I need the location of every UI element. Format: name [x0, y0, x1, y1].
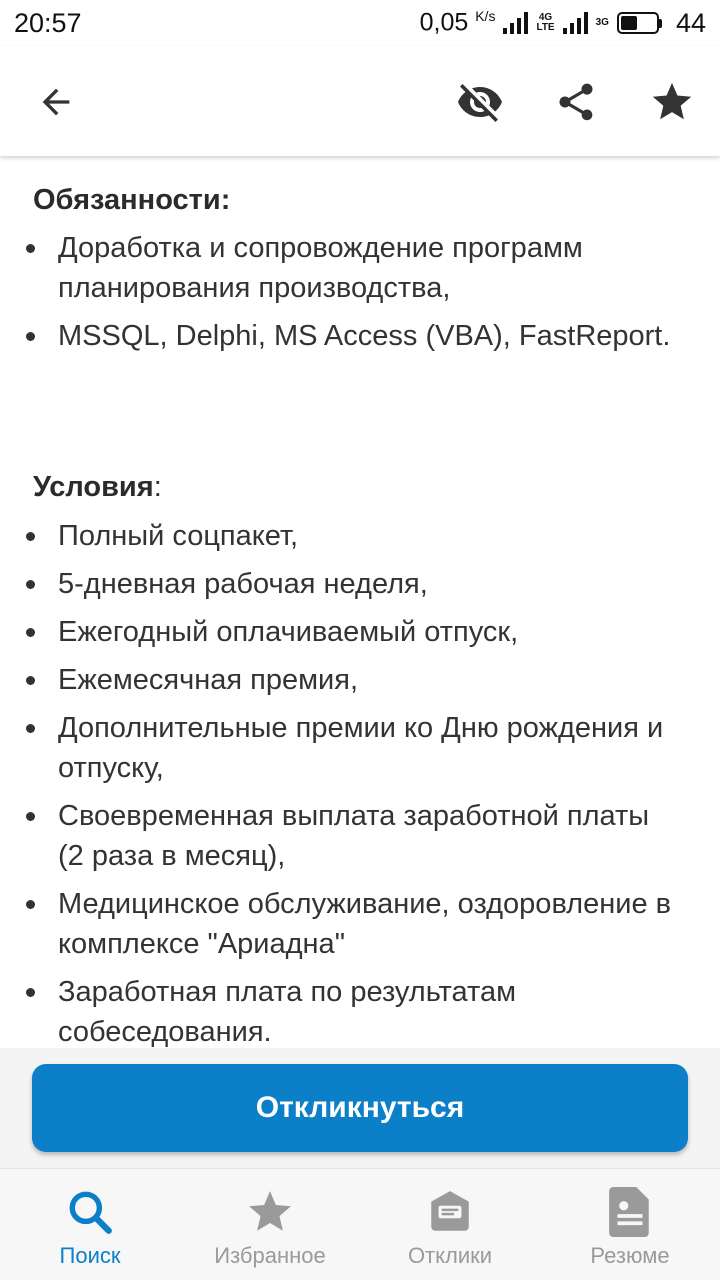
bottom-nav	[0, 1168, 720, 1280]
list-item: Ежемесячная премия,	[0, 660, 720, 700]
nav-label-search: Поиск	[59, 1243, 121, 1268]
duties-title: Обязанности:	[33, 184, 231, 216]
list-item: Дополнительные премии ко Дню рождения и отпуску,	[0, 708, 720, 788]
conditions-title-text: Условия	[33, 471, 154, 503]
status-indicators	[420, 8, 706, 39]
nav-item-resume[interactable]	[540, 1169, 720, 1280]
conditions-list	[0, 516, 720, 1048]
eye-off-icon	[456, 78, 504, 126]
nav-label-favorites: Избранное	[214, 1243, 326, 1268]
apply-button[interactable]: Откликнуться	[32, 1064, 688, 1152]
nav-label-resume: Резюме	[590, 1243, 670, 1268]
network-type-4g-label: 4G	[538, 12, 553, 23]
toolbar	[0, 46, 720, 156]
signal-icon-2	[563, 12, 588, 34]
network-speed-value: 0,05	[419, 8, 469, 37]
hide-vacancy-button[interactable]	[452, 74, 508, 130]
network-type-4g	[536, 13, 554, 33]
star-icon	[245, 1186, 295, 1238]
list-item: Медицинское обслуживание, оздоровление в комплексе "Ариадна"	[0, 884, 720, 964]
conditions-title-colon: :	[153, 471, 162, 503]
responses-icon	[425, 1187, 475, 1237]
resume-icon	[607, 1187, 653, 1237]
nav-label-responses: Отклики	[407, 1243, 493, 1268]
status-bar	[0, 0, 720, 46]
nav-item-responses[interactable]	[360, 1169, 540, 1280]
network-type-3g: 3G	[595, 17, 609, 28]
nav-item-search[interactable]	[0, 1169, 180, 1280]
network-type-lte-label: LTE	[536, 22, 555, 33]
battery-icon	[617, 12, 662, 34]
signal-icon	[503, 12, 528, 34]
status-time: 20:57	[14, 7, 82, 38]
network-speed-unit: K/s	[475, 8, 496, 25]
duties-list	[0, 228, 720, 364]
battery-level: 44	[675, 7, 706, 38]
favorite-button[interactable]	[644, 74, 700, 130]
search-icon	[65, 1187, 115, 1237]
cta-area	[0, 1048, 720, 1168]
list-item: Полный соцпакет,	[0, 516, 720, 556]
list-item: Заработная плата по результатам собеседования.	[0, 972, 720, 1048]
list-item: Доработка и сопровождение программ планирования производства,	[0, 228, 720, 308]
vacancy-description	[0, 158, 720, 1048]
list-item: Своевременная выплата заработной платы (2 раза в месяц),	[0, 796, 720, 876]
arrow-left-icon	[36, 82, 76, 122]
share-button[interactable]	[548, 74, 604, 130]
network-speed	[420, 8, 496, 37]
conditions-title	[33, 471, 162, 504]
nav-item-favorites[interactable]	[180, 1169, 360, 1280]
list-item: 5-дневная рабочая неделя,	[0, 564, 720, 604]
list-item: MSSQL, Delphi, MS Access (VBA), FastReport.	[0, 316, 720, 356]
share-icon	[554, 80, 598, 124]
star-icon	[649, 79, 695, 125]
list-item: Ежегодный оплачиваемый отпуск,	[0, 612, 720, 652]
back-button[interactable]	[28, 74, 84, 130]
